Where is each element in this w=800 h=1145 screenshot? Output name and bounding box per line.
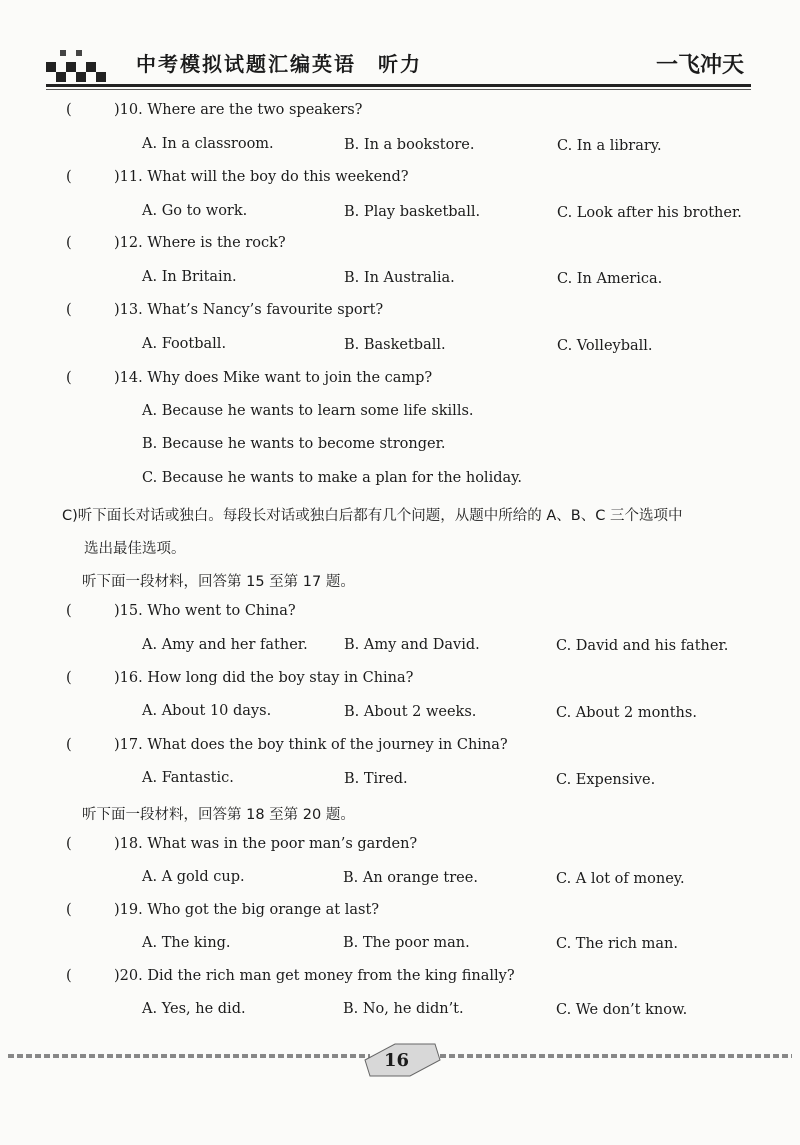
option-a[interactable]: A. Fantastic. [142,770,234,786]
header-title: 中考模拟试题汇编英语 听力 [136,52,422,76]
header-brand: 一飞冲天 [656,53,745,78]
option-a[interactable]: A. In Britain. [142,269,237,285]
header-rule [46,84,751,87]
option-b[interactable]: B. Play basketball. [344,204,481,220]
answer-paren-open[interactable]: ( [66,370,72,386]
section-c-instruction: C)听下面长对话或独白。每段长对话或独白后都有几个问题，从题中所给的 A、B、C 三个选项中 [62,508,683,524]
question-text: )17. What does the boy think of the journey in China? [114,737,508,753]
option-a[interactable]: A. In a classroom. [142,136,274,152]
option-c[interactable]: C. Because he wants to make a plan for the holiday. [142,470,523,486]
question-text: )13. What’s Nancy’s favourite sport? [114,302,384,318]
question-text: )14. Why does Mike want to join the camp? [114,370,433,386]
page-number: 16 [384,1050,410,1071]
option-b[interactable]: B. An orange tree. [343,870,478,886]
option-c[interactable]: C. About 2 months. [556,705,697,721]
option-a[interactable]: A. Because he wants to learn some life skills. [142,403,474,419]
listening-set-1-instruction: 听下面一段材料，回答第 15 至第 17 题。 [82,574,355,590]
option-c[interactable]: C. The rich man. [556,936,678,952]
option-c[interactable]: C. In America. [557,271,663,287]
option-b[interactable]: B. Basketball. [344,337,446,353]
option-a[interactable]: A. Yes, he did. [142,1001,246,1017]
option-b[interactable]: B. No, he didn’t. [343,1001,464,1017]
question-text: )16. How long did the boy stay in China? [114,670,414,686]
listening-set-2-instruction: 听下面一段材料，回答第 18 至第 20 题。 [82,807,355,823]
answer-paren-open[interactable]: ( [66,302,72,318]
option-b[interactable]: B. Because he wants to become stronger. [142,436,446,452]
option-b[interactable]: B. About 2 weeks. [344,704,477,720]
option-c[interactable]: C. David and his father. [556,638,729,654]
option-c[interactable]: C. A lot of money. [556,871,685,887]
option-c[interactable]: C. In a library. [557,138,662,154]
answer-paren-open[interactable]: ( [66,737,72,753]
option-c[interactable]: C. Look after his brother. [557,205,742,221]
question-text: )19. Who got the big orange at last? [114,902,380,918]
option-c[interactable]: C. Expensive. [556,772,656,788]
option-a[interactable]: A. Football. [142,336,227,352]
answer-paren-open[interactable]: ( [66,235,72,251]
option-a[interactable]: A. A gold cup. [142,869,245,885]
option-b[interactable]: B. In a bookstore. [344,137,475,153]
checker-logo-icon [46,48,112,84]
answer-paren-open[interactable]: ( [66,968,72,984]
option-b[interactable]: B. The poor man. [343,935,470,951]
section-c-instruction-cont: 选出最佳选项。 [84,541,186,557]
question-text: )12. Where is the rock? [114,235,286,251]
option-c[interactable]: C. Volleyball. [557,338,653,354]
option-a[interactable]: A. About 10 days. [142,703,272,719]
question-text: )11. What will the boy do this weekend? [114,169,409,185]
answer-paren-open[interactable]: ( [66,169,72,185]
page-header [0,0,800,100]
option-a[interactable]: A. The king. [142,935,231,951]
answer-paren-open[interactable]: ( [66,670,72,686]
question-text: )20. Did the rich man get money from the king finally? [114,968,515,984]
answer-paren-open[interactable]: ( [66,603,72,619]
option-a[interactable]: A. Amy and her father. [142,637,308,653]
answer-paren-open[interactable]: ( [66,102,72,118]
answer-paren-open[interactable]: ( [66,836,72,852]
option-c[interactable]: C. We don’t know. [556,1002,688,1018]
option-b[interactable]: B. Tired. [344,771,408,787]
question-text: )15. Who went to China? [114,603,296,619]
answer-paren-open[interactable]: ( [66,902,72,918]
header-rule-thin [46,89,751,90]
option-b[interactable]: B. In Australia. [344,270,455,286]
question-text: )10. Where are the two speakers? [114,102,363,118]
option-a[interactable]: A. Go to work. [142,203,248,219]
question-text: )18. What was in the poor man’s garden? [114,836,418,852]
option-b[interactable]: B. Amy and David. [344,637,480,653]
